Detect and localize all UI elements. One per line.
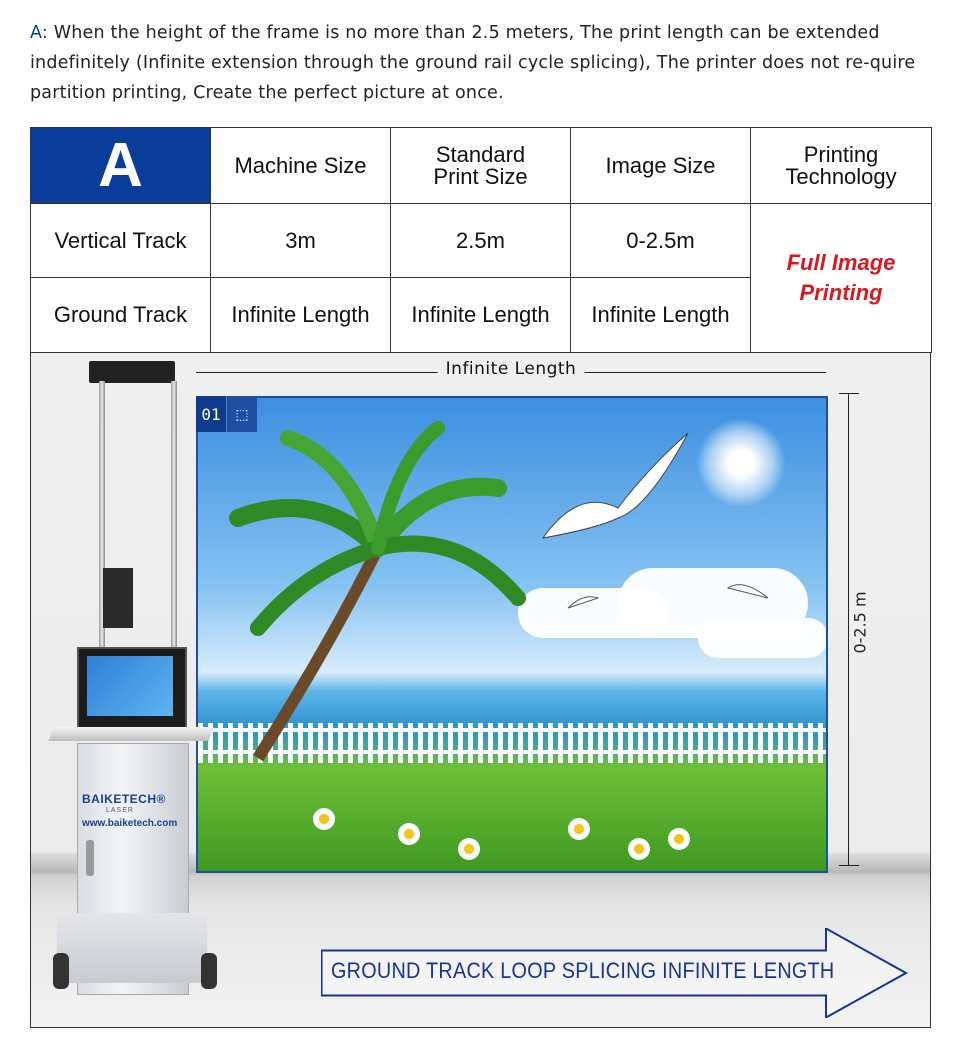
- banner-arrow: [321, 928, 911, 1018]
- daisy: [628, 838, 650, 860]
- select-frame-icon[interactable]: ⬚: [226, 396, 257, 432]
- width-dimension-label: Infinite Length: [438, 359, 585, 379]
- technology-line2: Printing: [799, 280, 883, 305]
- intro-paragraph: [30, 18, 935, 108]
- daisy: [313, 808, 335, 830]
- intro-lead: A:: [30, 23, 48, 43]
- cell-machine-size: Infinite Length: [211, 278, 391, 353]
- cabinet-handle: [86, 840, 94, 876]
- mural-image: [196, 396, 828, 873]
- section-badge: A: [31, 128, 211, 204]
- daisy: [668, 828, 690, 850]
- header-printing-technology: [751, 128, 932, 204]
- table-header-row: [31, 128, 932, 204]
- printer-sub: LASER: [106, 807, 134, 814]
- cell-printing-technology: [751, 204, 932, 353]
- cell-standard-print-size: 2.5m: [391, 204, 571, 278]
- printer-wheel: [201, 953, 217, 989]
- height-dimension-cap-bottom: [839, 865, 859, 866]
- spec-table: [30, 127, 932, 353]
- height-dimension-line: [848, 393, 849, 866]
- wall-printer: [51, 353, 231, 1028]
- header-printing-technology-line2: Technology: [785, 163, 897, 189]
- cell-image-size: Infinite Length: [571, 278, 751, 353]
- height-dimension-label: 0-2.5 m: [851, 587, 870, 657]
- printer-base: [57, 913, 207, 983]
- cell-machine-size: 3m: [211, 204, 391, 278]
- width-dimension: [196, 359, 826, 379]
- cell-standard-print-size: Infinite Length: [391, 278, 571, 353]
- header-image-size: Image Size: [571, 128, 751, 204]
- header-standard-print-size: [391, 128, 571, 204]
- row-label: Ground Track: [31, 278, 211, 353]
- printer-tray: [48, 727, 213, 741]
- daisy: [398, 823, 420, 845]
- intro-text: When the height of the frame is no more than 2.5 meters, The print length can be extended indefinitely (Infinite extension through the ground rail cycle splicing), The printer does not re-quire partition printing, Create the perfect picture at once.: [30, 23, 916, 103]
- printer-brand: BAIKETECH®: [82, 792, 166, 806]
- printer-website: www.baiketech.com: [82, 818, 178, 829]
- printer-wheel: [53, 953, 69, 989]
- header-machine-size: Machine Size: [211, 128, 391, 204]
- row-label: Vertical Track: [31, 204, 211, 278]
- height-dimension: [839, 393, 870, 866]
- printer-monitor: [77, 647, 187, 731]
- table-row: [31, 204, 932, 278]
- printer-head: [103, 568, 133, 628]
- image-number: 01: [196, 396, 226, 432]
- seagull: [198, 398, 826, 871]
- cell-image-size: 0-2.5m: [571, 204, 751, 278]
- header-standard-print-size-line2: Print Size: [433, 163, 528, 189]
- technology-line1: Full Image: [786, 250, 896, 275]
- header-printing-technology-line1: Printing: [803, 141, 879, 167]
- image-tag[interactable]: [196, 396, 257, 432]
- daisy: [568, 818, 590, 840]
- printer-screen: [87, 656, 173, 716]
- product-photo: [30, 352, 931, 1028]
- banner-text: GROUND TRACK LOOP SPLICING INFINITE LENGTH: [331, 958, 835, 983]
- height-dimension-cap-top: [839, 393, 859, 394]
- header-standard-print-size-line1: Standard: [435, 141, 526, 167]
- daisy: [458, 838, 480, 860]
- printer-top-bar: [89, 361, 175, 383]
